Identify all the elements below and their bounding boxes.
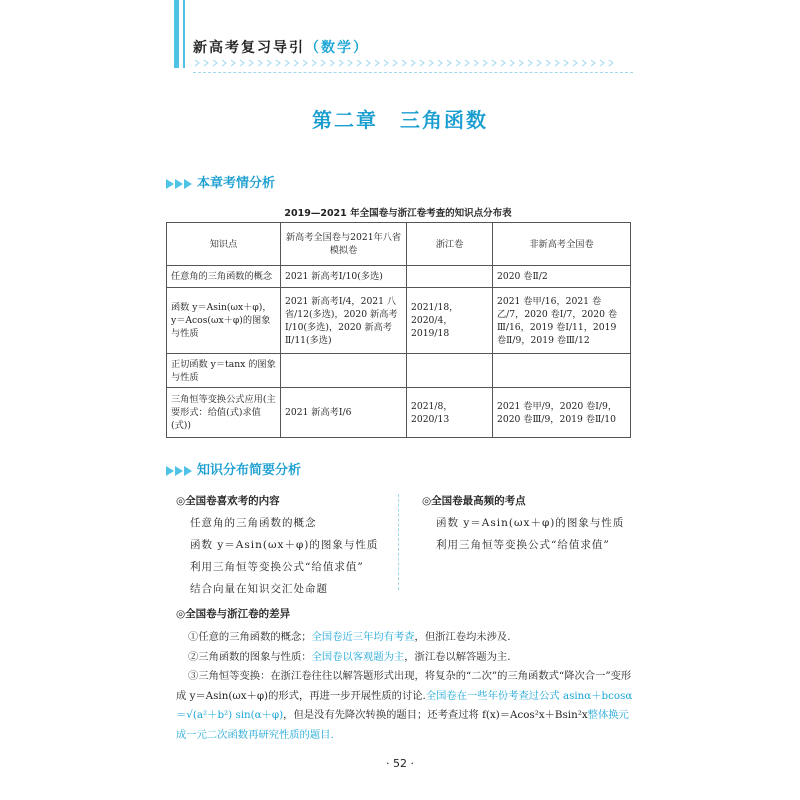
differences-body — [176, 628, 634, 745]
chevron-right-icon — [573, 60, 577, 66]
chevron-right-icon — [537, 60, 541, 66]
triangle-icon — [175, 179, 183, 189]
section-heading-distribution — [166, 459, 301, 478]
chevron-right-icon — [528, 60, 532, 66]
chevron-right-icon — [357, 60, 361, 66]
list-item: 结合向量在知识交汇处命题 — [190, 583, 328, 595]
chevron-right-icon — [501, 60, 505, 66]
chevron-right-icon — [393, 60, 397, 66]
chevron-right-icon — [438, 60, 442, 66]
difference-text: ，但浙江卷均未涉及. — [414, 631, 511, 643]
difference-highlight: 全国卷在一些年份考查过公式 asinα＋bcosα＝√(a²＋b²) sin(α＋φ) — [176, 689, 633, 721]
table-cell: 2021 新高考Ⅰ/6 — [281, 388, 407, 438]
section-heading-analysis-text: 本章考情分析 — [197, 176, 276, 191]
table-header-row — [167, 223, 631, 266]
difference-item — [176, 648, 634, 668]
table-cell: 2021 卷甲/16，2021 卷乙/7，2020 卷Ⅰ/7，2020 卷Ⅲ/16，2019 卷Ⅰ/11，2019 卷Ⅱ/9，2019 卷Ⅲ/12 — [493, 288, 631, 354]
section-heading-distribution-text: 知识分布简要分析 — [197, 463, 302, 478]
chapter-title: 第二章 三角函数 — [312, 108, 488, 132]
table-cell: 2021 新高考Ⅰ/4，2021 八省/12(多选)，2020 新高考Ⅰ/10(多选)，2020 新高考Ⅱ/11(多选) — [281, 288, 407, 354]
table-cell: 三角恒等变换公式应用(主要形式：给值(式)求值(式)) — [167, 388, 281, 438]
table-cell: 2021 卷甲/9，2020 卷Ⅰ/9，2020 卷Ⅲ/9，2019 卷Ⅱ/10 — [493, 388, 631, 438]
chevron-right-icon — [321, 60, 325, 66]
list-item: 函数 y＝Asin(ωx＋φ)的图象与性质 — [190, 539, 379, 551]
header-accent-bar — [174, 0, 179, 68]
table-header-cell: 非新高考全国卷 — [493, 223, 631, 266]
page-number: · 52 · — [386, 757, 414, 770]
chevron-right-icon — [240, 60, 244, 66]
table-cell: 任意角的三角函数的概念 — [167, 266, 281, 288]
triangle-icon — [166, 179, 174, 189]
chevron-right-icon — [204, 60, 208, 66]
chevron-right-icon — [492, 60, 496, 66]
chevron-right-icon — [600, 60, 604, 66]
chevron-right-icon — [420, 60, 424, 66]
chevron-right-icon — [294, 60, 298, 66]
table-header-cell: 知识点 — [167, 223, 281, 266]
table-header-cell: 新高考全国卷与2021年八省模拟卷 — [281, 223, 407, 266]
table-row — [167, 288, 631, 354]
table-row — [167, 388, 631, 438]
chevron-right-icon — [456, 60, 460, 66]
table-cell: 正切函数 y＝tanx 的图象与性质 — [167, 354, 281, 388]
chevron-right-icon — [519, 60, 523, 66]
difference-text: ，但是没有先降次转换的题目；还考查过将 f(x)＝Acos²x＋Bsin²x — [283, 709, 588, 721]
table-cell — [493, 354, 631, 388]
header-divider — [193, 72, 633, 73]
table-cell: 2021 新高考Ⅰ/10(多选) — [281, 266, 407, 288]
table-row — [167, 266, 631, 288]
table-header-cell: 浙江卷 — [407, 223, 493, 266]
list-item: 任意角的三角函数的概念 — [190, 517, 317, 529]
chevron-right-icon — [339, 60, 343, 66]
triangle-icon — [166, 466, 174, 476]
chevron-right-icon — [483, 60, 487, 66]
section-heading-analysis — [166, 172, 275, 191]
differences-heading: ◎全国卷与浙江卷的差异 — [176, 608, 291, 620]
list-item: 利用三角恒等变换公式“给值求值” — [436, 539, 610, 551]
list-item: 函数 y＝Asin(ωx＋φ)的图象与性质 — [436, 517, 625, 529]
chevron-right-icon — [330, 60, 334, 66]
difference-text: ，浙江卷以解答题为主. — [404, 650, 511, 663]
table-cell: 2020 卷Ⅱ/2 — [493, 266, 631, 288]
difference-text: ②三角函数的图象与性质： — [188, 650, 312, 663]
chevron-right-icon — [231, 60, 235, 66]
chevron-right-icon — [591, 60, 595, 66]
difference-item — [176, 667, 634, 745]
chevron-right-icon — [195, 60, 199, 66]
running-header-accent: （数学） — [305, 40, 369, 56]
table-row — [167, 354, 631, 388]
chevron-right-icon — [402, 60, 406, 66]
table-cell — [281, 354, 407, 388]
chevron-right-icon — [222, 60, 226, 66]
running-header-main: 新高考复习导引 — [193, 40, 305, 56]
table-cell: 2021/8，2020/13 — [407, 388, 493, 438]
table-cell — [407, 354, 493, 388]
chevron-right-icon — [375, 60, 379, 66]
difference-text: ①任意的三角函数的概念； — [188, 631, 312, 643]
chevron-right-icon — [249, 60, 253, 66]
chevron-right-icon — [276, 60, 280, 66]
list-item: 利用三角恒等变换公式“给值求值” — [190, 561, 364, 573]
table-cell — [407, 266, 493, 288]
national-favorites-box — [176, 490, 391, 600]
table-cell: 函数 y＝Asin(ωx＋φ)，y＝Acos(ωx＋φ)的图象与性质 — [167, 288, 281, 354]
difference-highlight: 全国卷近三年均有考查 — [311, 631, 415, 643]
chevron-right-icon — [312, 60, 316, 66]
chevron-right-icon — [609, 60, 613, 66]
difference-item — [176, 628, 634, 648]
chevron-right-icon — [546, 60, 550, 66]
chevron-right-icon — [258, 60, 262, 66]
table-title: 2019—2021 年全国卷与浙江卷考查的知识点分布表 — [284, 208, 512, 219]
chevron-right-icon — [447, 60, 451, 66]
chevron-right-icon — [303, 60, 307, 66]
chevron-right-icon — [267, 60, 271, 66]
chevron-right-icon — [510, 60, 514, 66]
chevron-right-icon — [285, 60, 289, 66]
triangle-icon — [184, 466, 192, 476]
chevron-right-icon — [564, 60, 568, 66]
chevron-right-icon — [555, 60, 559, 66]
national-frequent-heading: ◎全国卷最高频的考点 — [422, 495, 526, 507]
chevron-right-icon — [474, 60, 478, 66]
difference-highlight: 整体换元成一元二次函数再研究性质的题目. — [176, 709, 629, 741]
national-frequent-box — [422, 490, 634, 556]
triangle-icon — [175, 466, 183, 476]
column-divider — [398, 494, 399, 590]
chevron-right-icon — [429, 60, 433, 66]
header-accent-bar-thin — [183, 0, 185, 68]
table-cell: 2021/18，2020/4，2019/18 — [407, 288, 493, 354]
difference-highlight: 全国卷以客观题为主 — [311, 650, 405, 663]
chevron-right-icon — [213, 60, 217, 66]
chevron-right-icon — [384, 60, 388, 66]
header-chevron-pattern — [193, 58, 613, 68]
triangle-icon — [184, 179, 192, 189]
running-header — [193, 37, 369, 57]
difference-text: ③三角恒等变换：在浙江卷往往以解答题形式出现，将复杂的“二次”的三角函数式“降次合一”变形成 y＝Asin(ωx＋φ)的形式，再进一步开展性质的讨论. — [176, 670, 632, 702]
chevron-right-icon — [465, 60, 469, 66]
chevron-right-icon — [348, 60, 352, 66]
national-favorites-heading: ◎全国卷喜欢考的内容 — [176, 495, 280, 507]
chevron-right-icon — [366, 60, 370, 66]
chevron-right-icon — [582, 60, 586, 66]
chevron-right-icon — [411, 60, 415, 66]
knowledge-table — [166, 222, 631, 438]
